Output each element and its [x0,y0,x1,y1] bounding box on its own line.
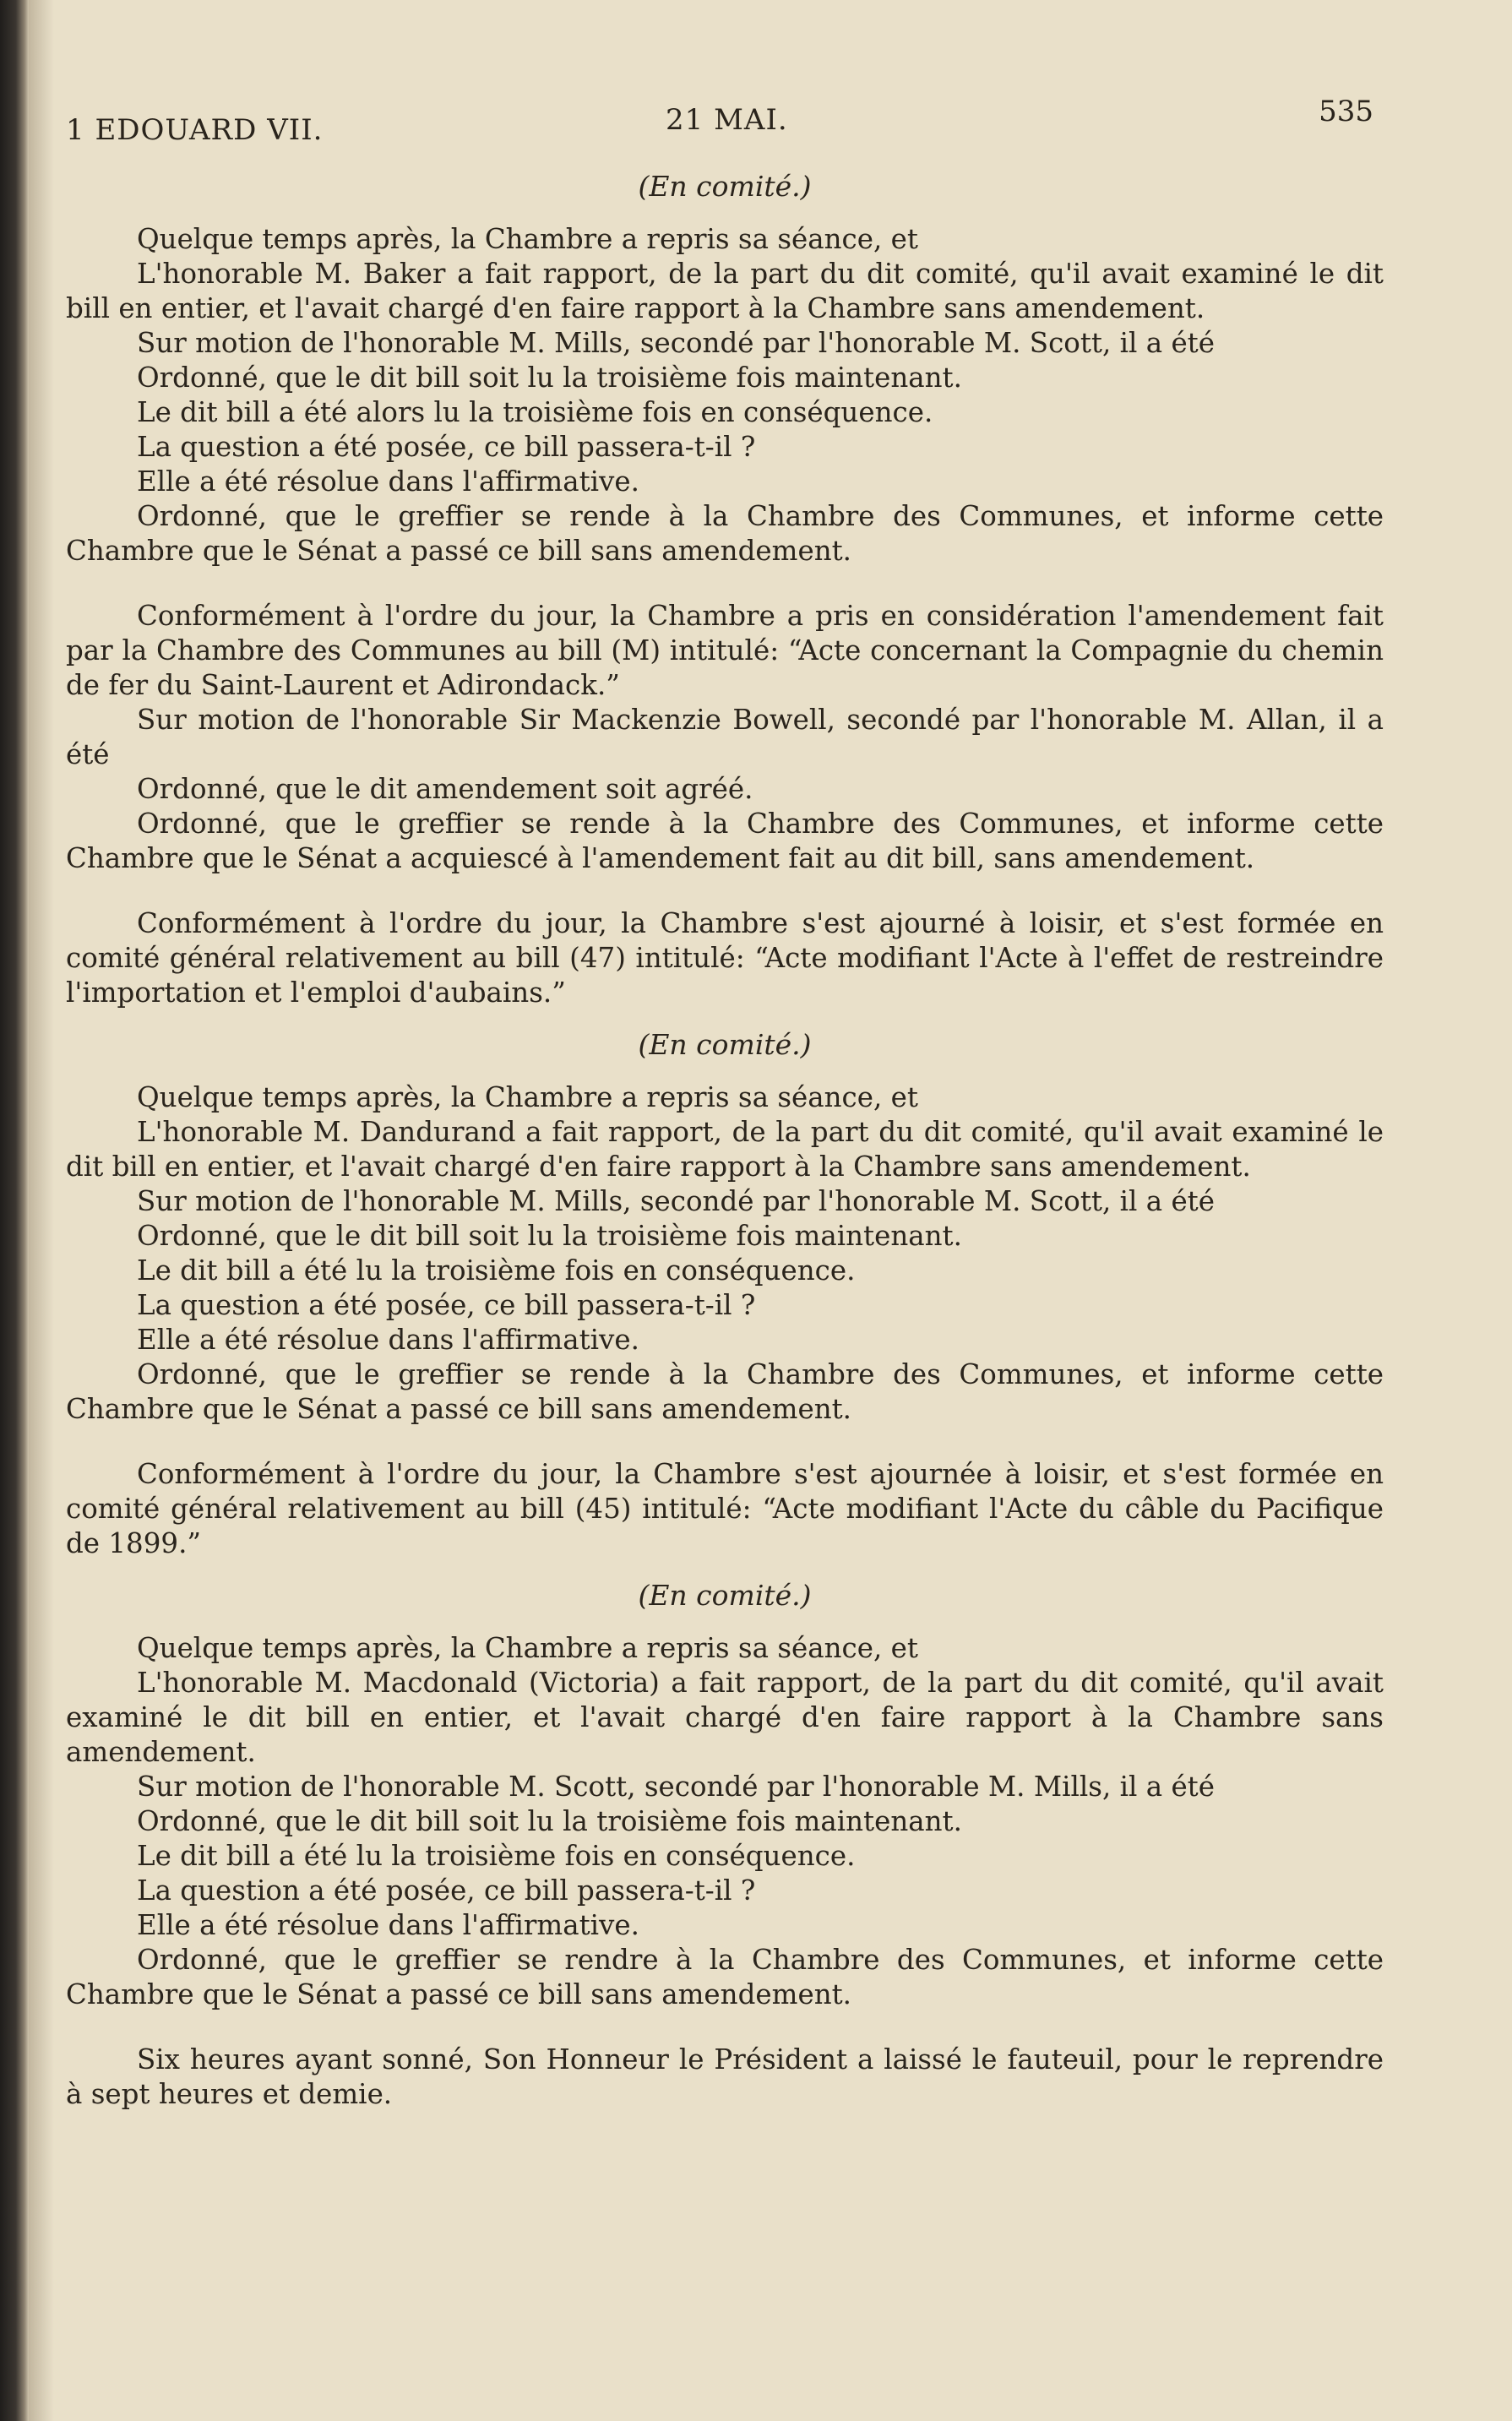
header-date: 21 MAI. [666,103,788,137]
paragraph: Sur motion de l'honorable M. Scott, secondé par l'honorable M. Mills, il a été [137,1771,1215,1803]
paragraph: Quelque temps après, la Chambre a repris sa séance, et [137,1081,918,1113]
section-adjournment [66,2043,1384,2112]
section-bill-47 [66,906,1384,1427]
paragraph: Elle a été résolue dans l'affirmative. [137,1324,639,1356]
paragraph: Sur motion de l'honorable M. Mills, secondé par l'honorable M. Scott, il a été [137,1185,1215,1217]
section-bill-45 [66,1457,1384,2012]
book-spine [0,0,29,2421]
paragraph: Le dit bill a été alors lu la troisième fois en conséquence. [137,396,933,428]
paragraph: Sur motion de l'honorable M. Mills, secondé par l'honorable M. Scott, il a été [137,327,1215,359]
paragraph: Quelque temps après, la Chambre a repris sa séance, et [137,1632,918,1664]
paragraph: Ordonné, que le greffier se rende à la Chambre des Communes, et informe cette Chambre que le Sénat a passé ce bill sans amendement. [66,1358,1384,1425]
paragraph: Elle a été résolue dans l'affirmative. [137,1909,639,1941]
section-bill-baker [66,169,1384,569]
paragraph: Le dit bill a été lu la troisième fois en conséquence. [137,1254,856,1287]
paragraph: Ordonné, que le dit bill soit lu la troisième fois maintenant. [137,1220,962,1252]
section-heading: (En comité.) [638,1028,812,1061]
spacer [66,876,1384,906]
paragraph: Conformément à l'ordre du jour, la Chambre s'est ajourné à loisir, et s'est formée en comité général relativement au bill (47) intitulé: “Acte modifiant l'Acte à l'effet de restreindre l'importation et l'emploi d'aubains.” [66,907,1384,1009]
paragraph: Ordonné, que le greffier se rende à la Chambre des Communes, et informe cette Chambre que le Sénat a passé ce bill sans amendement. [66,500,1384,567]
running-header [66,84,1384,152]
paragraph: Ordonné, que le greffier se rende à la Chambre des Communes, et informe cette Chambre que le Sénat a acquiescé à l'amendement fait au dit bill, sans amendement. [66,808,1384,874]
paragraph: Elle a été résolue dans l'affirmative. [137,465,639,498]
section-bill-m [66,599,1384,876]
paragraph: Ordonné, que le dit amendement soit agréé. [137,773,753,805]
gutter-shadow [29,0,54,2421]
document-page [66,84,1384,2112]
paragraph: Le dit bill a été lu la troisième fois en conséquence. [137,1840,856,1872]
header-volume: 1 EDOUARD VII. [66,113,324,147]
paragraph: Ordonné, que le greffier se rendre à la Chambre des Communes, et informe cette Chambre que le Sénat a passé ce bill sans amendement. [66,1944,1384,2010]
section-heading: (En comité.) [638,1579,812,1612]
paragraph: Conformément à l'ordre du jour, la Chambre s'est ajournée à loisir, et s'est formée en comité général relativement au bill (45) intitulé: “Acte modifiant l'Acte du câble du Pacifique de 1899.” [66,1458,1384,1559]
paragraph: L'honorable M. Macdonald (Victoria) a fait rapport, de la part du dit comité, qu'il avait examiné le dit bill en entier, et l'avait chargé d'en faire rapport à la Chambre sans amendement. [66,1667,1384,1768]
spacer [66,1427,1384,1457]
paragraph: Quelque temps après, la Chambre a repris sa séance, et [137,223,918,255]
paragraph: Six heures ayant sonné, Son Honneur le Président a laissé le fauteuil, pour le reprendre à sept heures et demie. [66,2043,1384,2110]
paragraph: Sur motion de l'honorable Sir Mackenzie Bowell, secondé par l'honorable M. Allan, il a été [66,704,1384,770]
spacer [66,569,1384,599]
paragraph: L'honorable M. Baker a fait rapport, de la part du dit comité, qu'il avait examiné le dit bill en entier, et l'avait chargé d'en faire rapport à la Chambre sans amendement. [66,258,1384,324]
spacer [66,2012,1384,2043]
paragraph: Ordonné, que le dit bill soit lu la troisième fois maintenant. [137,1805,962,1837]
paragraph: La question a été posée, ce bill passera-t-il ? [137,431,756,463]
paragraph: Ordonné, que le dit bill soit lu la troisième fois maintenant. [137,362,962,394]
section-heading: (En comité.) [638,170,812,203]
paragraph: La question a été posée, ce bill passera-t-il ? [137,1289,756,1321]
paragraph: L'honorable M. Dandurand a fait rapport, de la part du dit comité, qu'il avait examiné le dit bill en entier, et l'avait chargé d'en faire rapport à la Chambre sans amendement. [66,1116,1384,1183]
paragraph: La question a été posée, ce bill passera-t-il ? [137,1874,756,1907]
page-number: 535 [1319,95,1373,128]
paragraph: Conformément à l'ordre du jour, la Chambre a pris en considération l'amendement fait par la Chambre des Communes au bill (M) intitulé: “Acte concernant la Compagnie du chemin de fer du Saint-Laurent et Adirondack.” [66,600,1384,701]
